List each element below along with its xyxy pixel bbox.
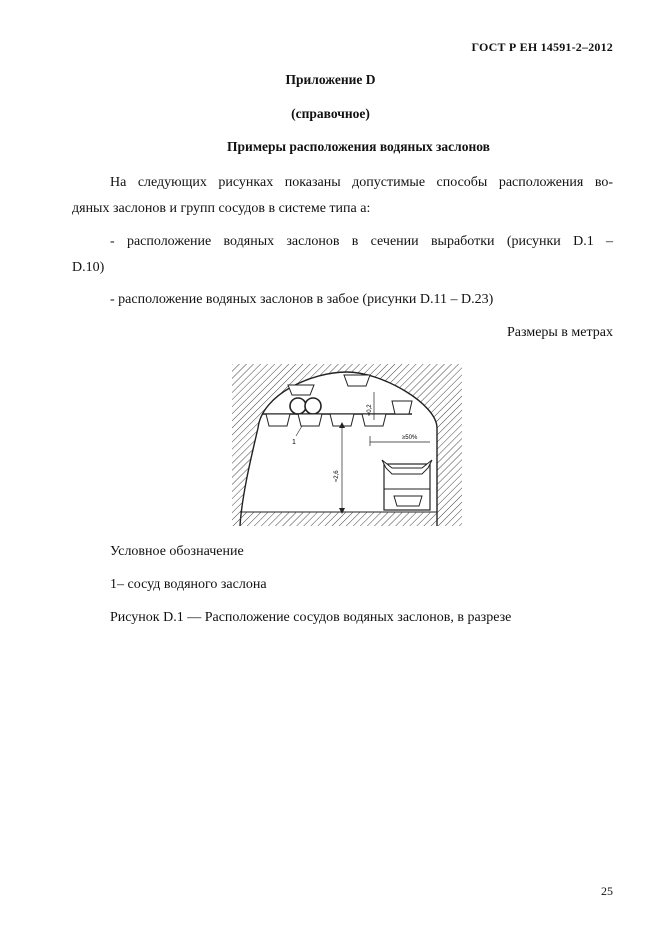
legend-item-1: 1– сосуд водяного заслона [110, 577, 267, 592]
stand-top-vessel [382, 460, 432, 474]
appendix-heading: Примеры расположения водяных заслонов [227, 139, 490, 154]
dim-label-50: ≥50% [402, 435, 418, 441]
shelf-vessel-2 [298, 414, 322, 426]
list-item-section [72, 229, 613, 281]
list-item-2: - расположение водяных заслонов в забое (рисунки D.11 – D.23) [110, 292, 494, 307]
document-standard-header: ГОСТ Р ЕН 14591-2–2012 [471, 40, 613, 54]
list-item-1-line-1: - расположение водяных заслонов в сечении выработки (рисунки D.1 – [110, 234, 613, 249]
label-vessel-1: 1 [292, 439, 296, 446]
upper-vessel-left [288, 385, 314, 395]
figure-d1-drawing [232, 364, 462, 530]
pipe-circle-right [305, 398, 321, 414]
shelf-vessel-5 [392, 401, 412, 414]
stand-bottom-vessel [394, 496, 422, 506]
dimensions-note: Размеры в метрах [507, 325, 613, 340]
intro-paragraph [72, 170, 613, 222]
rock-hatching [232, 364, 462, 526]
list-item-1-line-2: D.10) [72, 260, 105, 275]
shelf-vessel-1 [266, 414, 290, 426]
dim-label-02: ≈0,2 [367, 404, 373, 416]
legend-title: Условное обозначение [110, 544, 244, 559]
intro-line-1: На следующих рисунках показаны допустимые способы расположения во- [110, 175, 613, 190]
pipe-circle-left [290, 398, 306, 414]
appendix-title: Приложение D [285, 72, 376, 87]
upper-vessel-right [344, 375, 370, 386]
figure-caption: Рисунок D.1 — Расположение сосудов водяных заслонов, в разрезе [110, 610, 512, 625]
page-number: 25 [601, 884, 613, 898]
dim-label-26: ≈2,6 [334, 470, 340, 482]
appendix-type: (справочное) [291, 106, 370, 121]
intro-line-2: дяных заслонов и групп сосудов в системе типа a: [72, 201, 371, 216]
floor-hatching [240, 512, 437, 526]
